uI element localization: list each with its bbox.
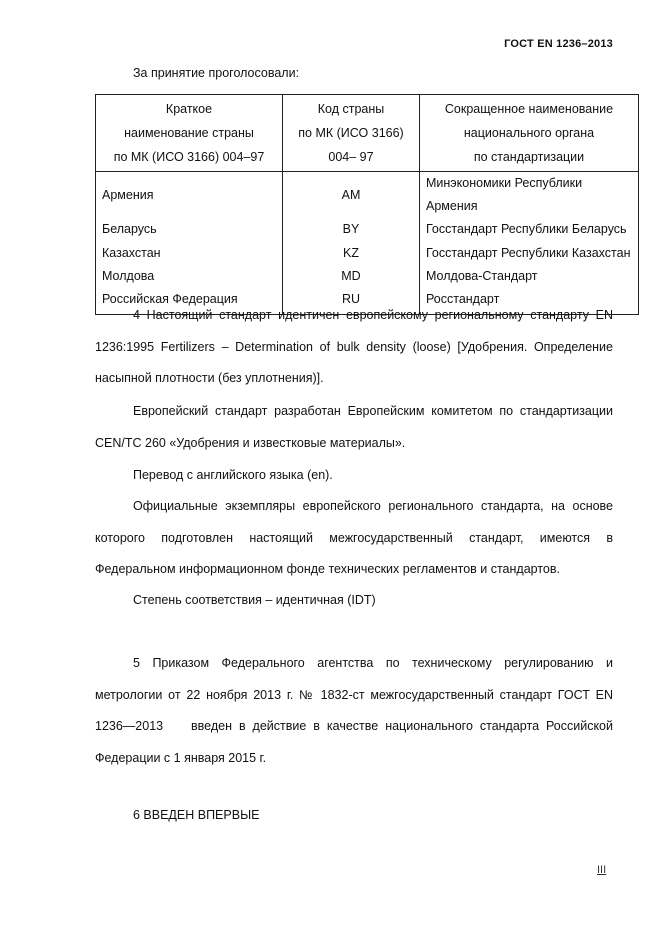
- country-code: MD: [283, 265, 420, 288]
- table-row: [96, 242, 639, 265]
- section-5-order: 5 Приказом Федерального агентства по техническому регулированию и метрологии от 22 ноября 2013 г. № 1832-ст межгосударственный стандарт ГОСТ EN 1236—2013 введен в действие в качестве национального стандарта Российской Федерации с 1 января 2015 г.: [95, 656, 617, 765]
- table-row: [96, 172, 639, 219]
- table-row: [96, 218, 639, 241]
- header-country-name: Краткое наименование страны по МК (ИСО 3166) 004–97: [96, 95, 283, 172]
- table-row: [96, 265, 639, 288]
- country-code: KZ: [283, 242, 420, 265]
- voting-intro: За принятие проголосовали:: [133, 66, 300, 80]
- section-4-identity: 4 Настоящий стандарт идентичен европейскому региональному стандарту EN 1236:1995 Fertilizers – Determination of bulk density (loose) [Удобрения. Определение насыпной плотности (без уплотнения)].: [95, 308, 613, 385]
- table-header-row: [96, 95, 639, 172]
- document-code: ГОСТ EN 1236–2013: [504, 38, 613, 50]
- page-number: III: [597, 864, 607, 876]
- country-code: RU: [283, 288, 420, 315]
- country-name: Российская Федерация: [96, 288, 283, 315]
- country-code: BY: [283, 218, 420, 241]
- section-4-official-copies: Официальные экземпляры европейского регионального стандарта, на основе которого подготовлен настоящий межгосударственный стандарт, имеются в Федеральном информационном фонде технических регламентов и стандартов.: [95, 499, 613, 576]
- header-standards-body: Сокращенное наименование национального органа по стандартизации: [420, 95, 639, 172]
- country-name: Казахстан: [96, 242, 283, 265]
- voting-table: [95, 94, 639, 315]
- standards-body: Госстандарт Республики Казахстан: [420, 242, 639, 265]
- header-country-code: Код страны по МК (ИСО 3166) 004– 97: [283, 95, 420, 172]
- country-name: Беларусь: [96, 218, 283, 241]
- section-6-first-introduced: 6 ВВЕДЕН ВПЕРВЫЕ: [133, 808, 260, 822]
- country-code: AM: [283, 172, 420, 219]
- country-name: Молдова: [96, 265, 283, 288]
- section-4-conformity: Степень соответствия – идентичная (IDT): [133, 593, 376, 607]
- standards-body: Росстандарт: [420, 288, 639, 315]
- section-4-developer: Европейский стандарт разработан Европейским комитетом по стандартизации CEN/TC 260 «Удобрения и известковые материалы».: [95, 404, 613, 450]
- standards-body: Минэкономики Республики Армения: [420, 172, 639, 219]
- country-name: Армения: [96, 172, 283, 219]
- section-4-translation: Перевод с английского языка (en).: [133, 468, 333, 482]
- standards-body: Молдова-Стандарт: [420, 265, 639, 288]
- standards-body: Госстандарт Республики Беларусь: [420, 218, 639, 241]
